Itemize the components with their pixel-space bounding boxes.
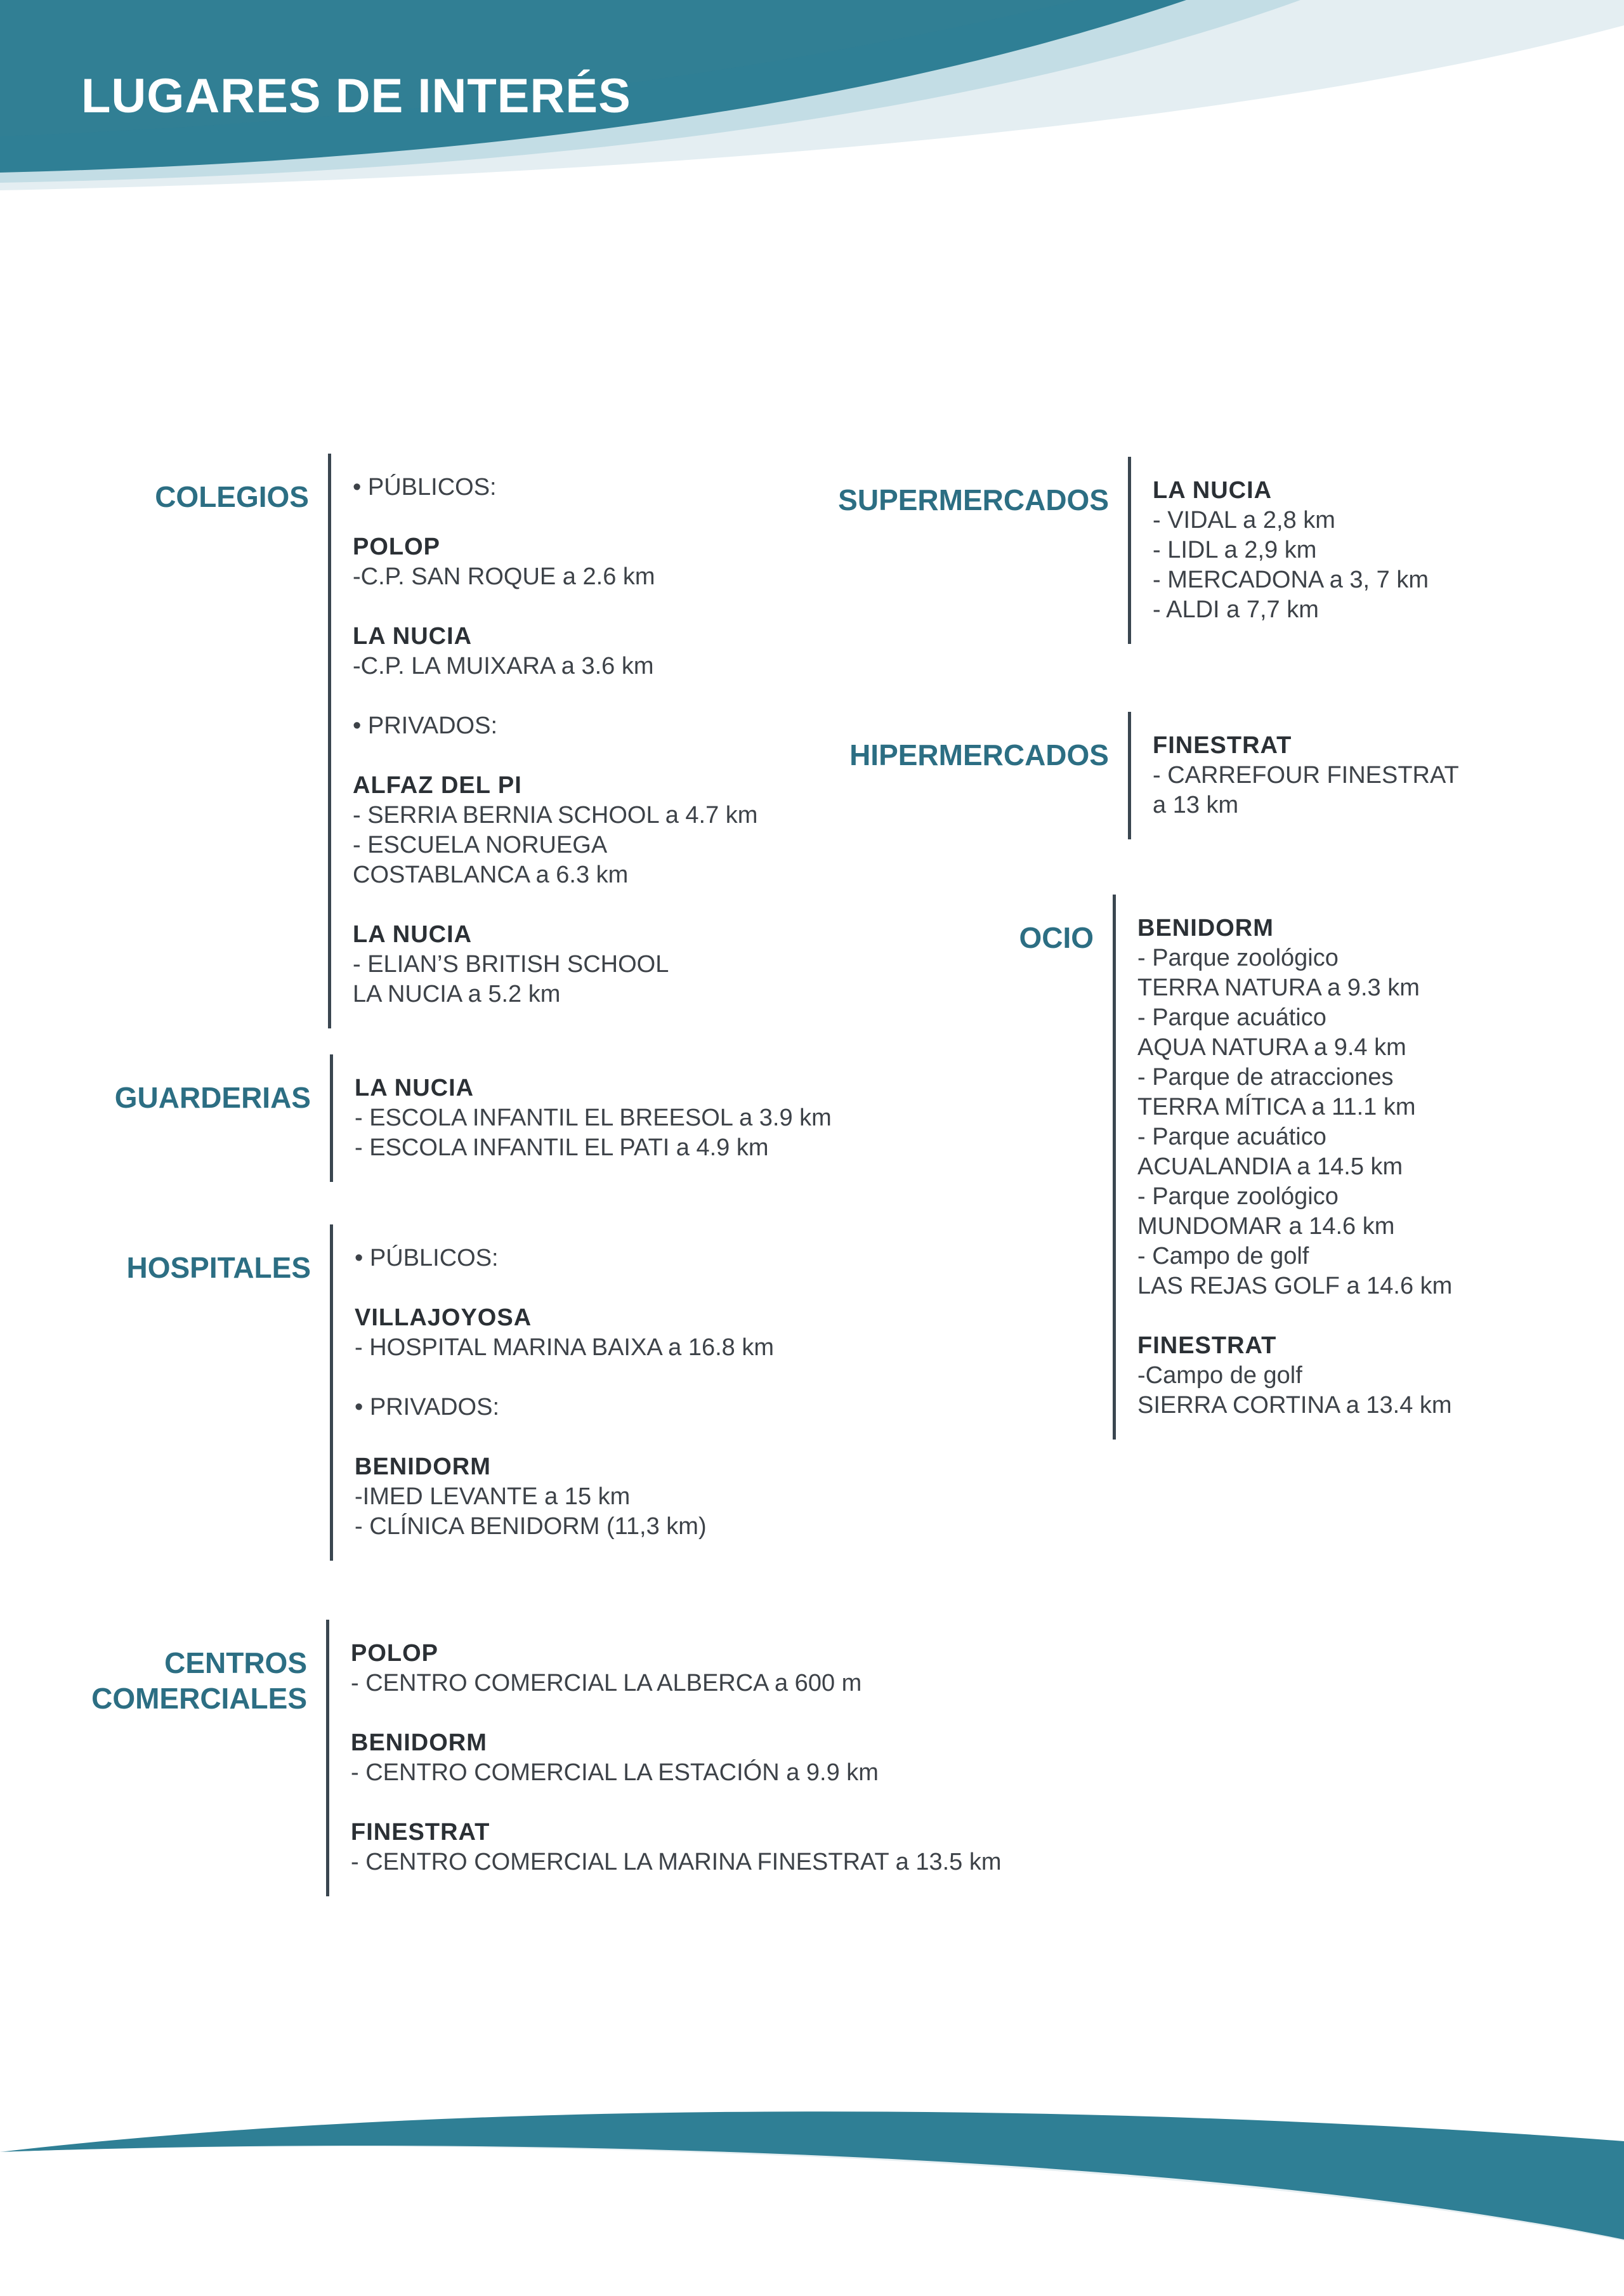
- section-body-centros-comerciales: [326, 1620, 1002, 1896]
- place-entry: LA NUCIA a 5.2 km: [353, 981, 561, 1007]
- place-heading: VILLAJOYOSA: [355, 1304, 532, 1331]
- section-hipermercados: [849, 712, 1459, 839]
- place-heading: BENIDORM: [1137, 915, 1274, 941]
- section-label-supermercados: [838, 482, 1109, 518]
- place-entry: - LIDL a 2,9 km: [1153, 537, 1317, 563]
- place-heading: POLOP: [351, 1640, 439, 1667]
- place-entry: - MERCADONA a 3, 7 km: [1153, 567, 1429, 593]
- entry-group: [351, 1728, 1002, 1788]
- section-label-line: HOSPITALES: [126, 1251, 311, 1284]
- place-heading: LA NUCIA: [355, 1075, 475, 1101]
- place-entry: - VIDAL a 2,8 km: [1153, 507, 1335, 534]
- place-entry: - CENTRO COMERCIAL LA MARINA FINESTRAT a 13.5 km: [351, 1849, 1002, 1875]
- entry-group: [1137, 1331, 1452, 1420]
- place-entry: -C.P. LA MUIXARA a 3.6 km: [353, 653, 654, 679]
- section-label-hipermercados: [849, 737, 1109, 773]
- place-heading: BENIDORM: [355, 1453, 491, 1480]
- section-label-line: COMERCIALES: [91, 1682, 307, 1715]
- place-entry: - ESCOLA INFANTIL EL PATI a 4.9 km: [355, 1134, 769, 1161]
- section-body-guarderias: [330, 1054, 832, 1182]
- place-entry: - Parque acuático: [1137, 1004, 1326, 1031]
- category-bullet: • PRIVADOS:: [353, 711, 757, 741]
- place-heading: POLOP: [353, 534, 441, 560]
- place-entry: - Parque acuático: [1137, 1124, 1326, 1150]
- entry-group: [353, 771, 757, 890]
- section-ocio: [1019, 895, 1453, 1440]
- page-title: LUGARES DE INTERÉS: [81, 69, 631, 123]
- place-heading: LA NUCIA: [1153, 477, 1273, 504]
- place-entry: - Parque zoológico: [1137, 945, 1339, 971]
- section-body-hipermercados: [1128, 712, 1459, 839]
- entry-group: [355, 1243, 774, 1273]
- category-bullet: • PÚBLICOS:: [355, 1243, 774, 1273]
- section-body-hospitales: [330, 1224, 774, 1561]
- place-entry: - CLÍNICA BENIDORM (11,3 km): [355, 1513, 707, 1540]
- section-label-line: GUARDERIAS: [114, 1081, 311, 1114]
- place-entry: - Campo de golf: [1137, 1243, 1309, 1269]
- place-entry: TERRA NATURA a 9.3 km: [1137, 974, 1420, 1001]
- place-entry: COSTABLANCA a 6.3 km: [353, 862, 629, 888]
- place-entry: LAS REJAS GOLF a 14.6 km: [1137, 1273, 1453, 1299]
- entry-group: [351, 1818, 1002, 1877]
- place-entry: - CENTRO COMERCIAL LA ALBERCA a 600 m: [351, 1670, 862, 1696]
- entry-group: [353, 532, 757, 592]
- entry-group: [355, 1393, 774, 1422]
- place-heading: FINESTRAT: [351, 1819, 490, 1846]
- place-entry: -C.P. SAN ROQUE a 2.6 km: [353, 563, 655, 590]
- place-entry: - ESCUELA NORUEGA: [353, 832, 608, 858]
- section-label-line: COLEGIOS: [155, 480, 309, 513]
- place-entry: - HOSPITAL MARINA BAIXA a 16.8 km: [355, 1334, 774, 1361]
- place-heading: LA NUCIA: [353, 921, 473, 948]
- section-body-ocio: [1113, 895, 1452, 1440]
- place-entry: MUNDOMAR a 14.6 km: [1137, 1213, 1395, 1240]
- section-label-line: HIPERMERCADOS: [849, 738, 1109, 771]
- category-bullet: • PRIVADOS:: [355, 1393, 774, 1422]
- section-body-colegios: [328, 454, 757, 1028]
- section-label-colegios: [155, 479, 309, 515]
- entry-group: [353, 622, 757, 681]
- section-label-line: OCIO: [1019, 921, 1094, 954]
- entry-group: [355, 1073, 832, 1163]
- section-colegios: [155, 454, 758, 1028]
- place-entry: - Parque de atracciones: [1137, 1064, 1394, 1091]
- place-heading: ALFAZ DEL PI: [353, 772, 522, 799]
- section-label-ocio: [1019, 920, 1094, 955]
- section-label-line: CENTROS: [164, 1646, 307, 1679]
- place-heading: LA NUCIA: [353, 623, 473, 650]
- section-centros-comerciales: [91, 1620, 1002, 1896]
- section-body-supermercados: [1128, 457, 1429, 644]
- place-heading: FINESTRAT: [1137, 1332, 1277, 1359]
- place-heading: FINESTRAT: [1153, 732, 1292, 759]
- entry-group: [353, 711, 757, 741]
- place-entry: - SERRIA BERNIA SCHOOL a 4.7 km: [353, 802, 758, 829]
- entry-group: [1153, 476, 1429, 625]
- place-entry: TERRA MÍTICA a 11.1 km: [1137, 1094, 1416, 1120]
- place-entry: - ESCOLA INFANTIL EL BREESOL a 3.9 km: [355, 1105, 832, 1131]
- entry-group: [353, 920, 757, 1009]
- entry-group: [1137, 914, 1452, 1301]
- section-guarderias: [114, 1054, 832, 1182]
- place-entry: -Campo de golf: [1137, 1362, 1302, 1389]
- entry-group: [353, 473, 757, 502]
- section-label-line: SUPERMERCADOS: [838, 483, 1109, 516]
- section-label-guarderias: [115, 1080, 311, 1115]
- place-entry: - ALDI a 7,7 km: [1153, 596, 1319, 623]
- section-supermercados: [838, 457, 1429, 644]
- place-entry: a 13 km: [1153, 792, 1239, 818]
- category-bullet: • PÚBLICOS:: [353, 473, 757, 502]
- place-entry: - CARREFOUR FINESTRAT: [1153, 762, 1459, 789]
- place-heading: BENIDORM: [351, 1729, 487, 1756]
- section-label-centros-comerciales: [91, 1645, 307, 1716]
- place-entry: SIERRA CORTINA a 13.4 km: [1137, 1392, 1452, 1419]
- place-entry: - ELIAN’S BRITISH SCHOOL: [353, 951, 669, 978]
- place-entry: - Parque zoológico: [1137, 1183, 1339, 1210]
- entry-group: [1153, 731, 1459, 820]
- entry-group: [351, 1639, 1002, 1698]
- place-entry: - CENTRO COMERCIAL LA ESTACIÓN a 9.9 km: [351, 1759, 879, 1786]
- place-entry: ACUALANDIA a 14.5 km: [1137, 1153, 1403, 1180]
- section-label-hospitales: [126, 1250, 311, 1285]
- entry-group: [355, 1452, 774, 1542]
- entry-group: [355, 1303, 774, 1363]
- place-entry: AQUA NATURA a 9.4 km: [1137, 1034, 1406, 1061]
- place-entry: -IMED LEVANTE a 15 km: [355, 1483, 631, 1510]
- section-hospitales: [126, 1224, 774, 1561]
- footer-wave: [0, 2081, 1624, 2296]
